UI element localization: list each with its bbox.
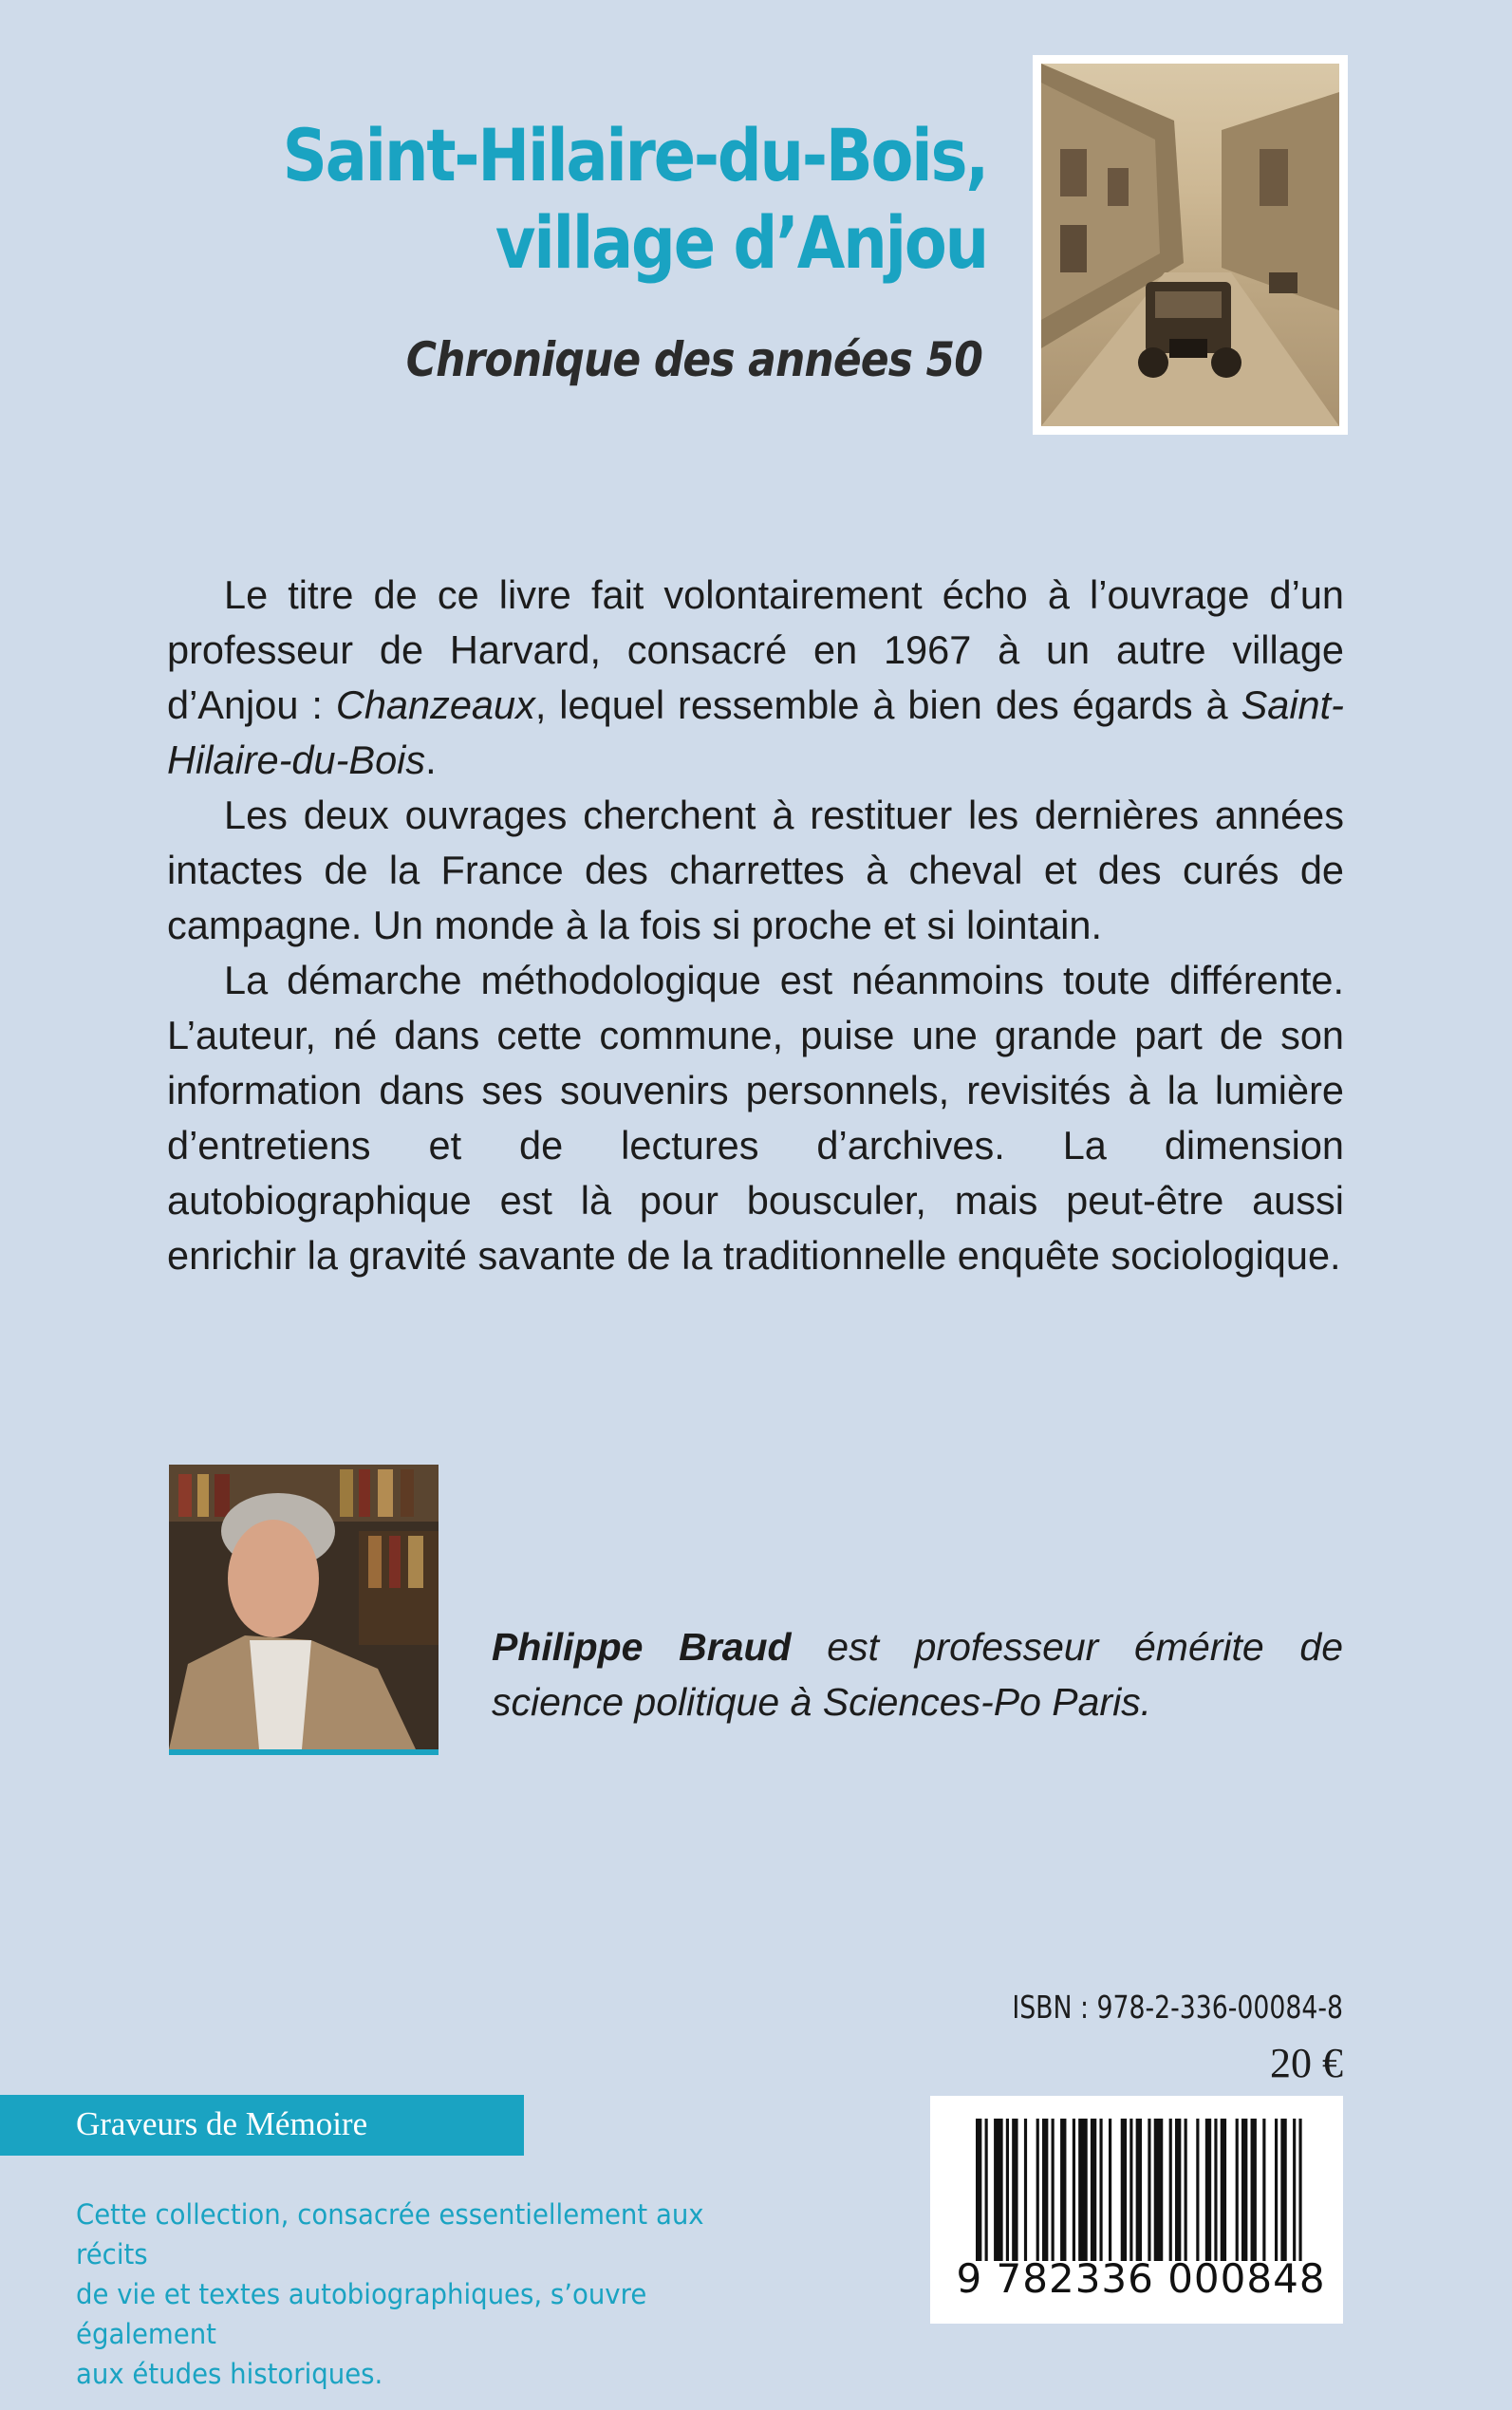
book-title-line1: Saint-Hilaire-du-Bois, (282, 113, 988, 197)
barcode-bar (1012, 2119, 1017, 2261)
barcode-bar (1196, 2119, 1199, 2261)
barcode-bar (1293, 2119, 1296, 2261)
barcode-bar (1129, 2119, 1132, 2261)
barcode-bar (1175, 2119, 1181, 2261)
vintage-car-street-image (1041, 64, 1339, 426)
back-cover-blurb (167, 568, 1344, 1283)
blurb-paragraph-2: Les deux ouvrages cherchent à restituer les dernières années intactes de la France des charrettes à cheval et des curés de campagne. Un monde à la fois si proche et si lointain. (167, 793, 1344, 947)
barcode-bar (1275, 2119, 1278, 2261)
barcode-bar (1236, 2119, 1239, 2261)
barcode-bar (1280, 2119, 1286, 2261)
author-bio: Philippe Braud est professeur émérite de science politique à Sciences-Po Paris. (492, 1625, 1343, 1724)
barcode-bar (1221, 2119, 1226, 2261)
barcode-bar (1036, 2119, 1039, 2261)
barcode-bar (1214, 2119, 1217, 2261)
blurb-paragraph-3: La démarche méthodologique est néanmoins toute différente. L’auteur, né dans cette commune, puise une grande part de son information dans ses souvenirs personnels, revisités à la lumière d’entretiens et de lectures d’archives. La dimension autobiographique est là pour bousculer, mais peut-être aussi enrichir la gravité savante de la traditionnelle enquête sociologique. (167, 958, 1344, 1278)
barcode-bar (985, 2119, 988, 2261)
author-photo (169, 1465, 439, 1755)
barcode-bar (1091, 2119, 1096, 2261)
barcode-bar (1154, 2119, 1164, 2261)
barcode-bar (1185, 2119, 1187, 2261)
barcode-bar (1078, 2119, 1088, 2261)
barcode-digits: 9 782336 000848 (956, 2255, 1326, 2302)
vintage-street-photo (1041, 64, 1339, 426)
barcode-bar (1006, 2119, 1009, 2261)
barcode-bar (1205, 2119, 1211, 2261)
cover-photo-frame (1033, 55, 1348, 435)
barcode-bar (1169, 2119, 1172, 2261)
barcode-bar (1251, 2119, 1257, 2261)
blurb-paragraph-1: Le titre de ce livre fait volontairement écho à l’ouvrage d’un professeur de Harvard, consacré en 1967 à un autre village d’Anjou : Chanzeaux, lequel ressemble à bien des égards à Saint-Hilaire-du-Bois. (167, 572, 1344, 782)
barcode-bar (976, 2119, 981, 2261)
author-name: Philippe Braud (492, 1625, 792, 1669)
book-title (220, 112, 987, 287)
barcode-bar (1024, 2119, 1027, 2261)
barcode-bar (1109, 2119, 1111, 2261)
isbn-text: ISBN : 978-2-336-00084-8 (1012, 1989, 1343, 2026)
blurb-italic-saint-hilaire: Saint-Hilaire-du-Bois (167, 682, 1344, 782)
barcode-bar (1262, 2119, 1265, 2261)
barcode-bar (1060, 2119, 1066, 2261)
barcode-bar (1148, 2119, 1150, 2261)
price-text: 20 € (1270, 2040, 1343, 2086)
barcode-bar (1042, 2119, 1048, 2261)
barcode-bar (1136, 2119, 1142, 2261)
barcode-bars (976, 2119, 1308, 2261)
collection-banner (0, 2095, 524, 2156)
blurb-italic-chanzeaux: Chanzeaux (335, 682, 535, 727)
barcode-bar (1241, 2119, 1247, 2261)
author-portrait-image (169, 1465, 439, 1749)
book-subtitle: Chronique des années 50 (405, 332, 982, 387)
barcode (930, 2096, 1343, 2324)
collection-description: Cette collection, consacrée essentiellement aux récits de vie et textes autobiographiques, s’ouvre également aux études historiques. (76, 2198, 704, 2390)
book-title-line2: village d’Anjou (495, 200, 987, 285)
collection-name: Graveurs de Mémoire (76, 2105, 368, 2142)
barcode-bar (1099, 2119, 1102, 2261)
barcode-bar (1073, 2119, 1075, 2261)
barcode-bar (1121, 2119, 1127, 2261)
barcode-bar (994, 2119, 1003, 2261)
barcode-bar (1298, 2119, 1301, 2261)
barcode-bar (1052, 2119, 1055, 2261)
